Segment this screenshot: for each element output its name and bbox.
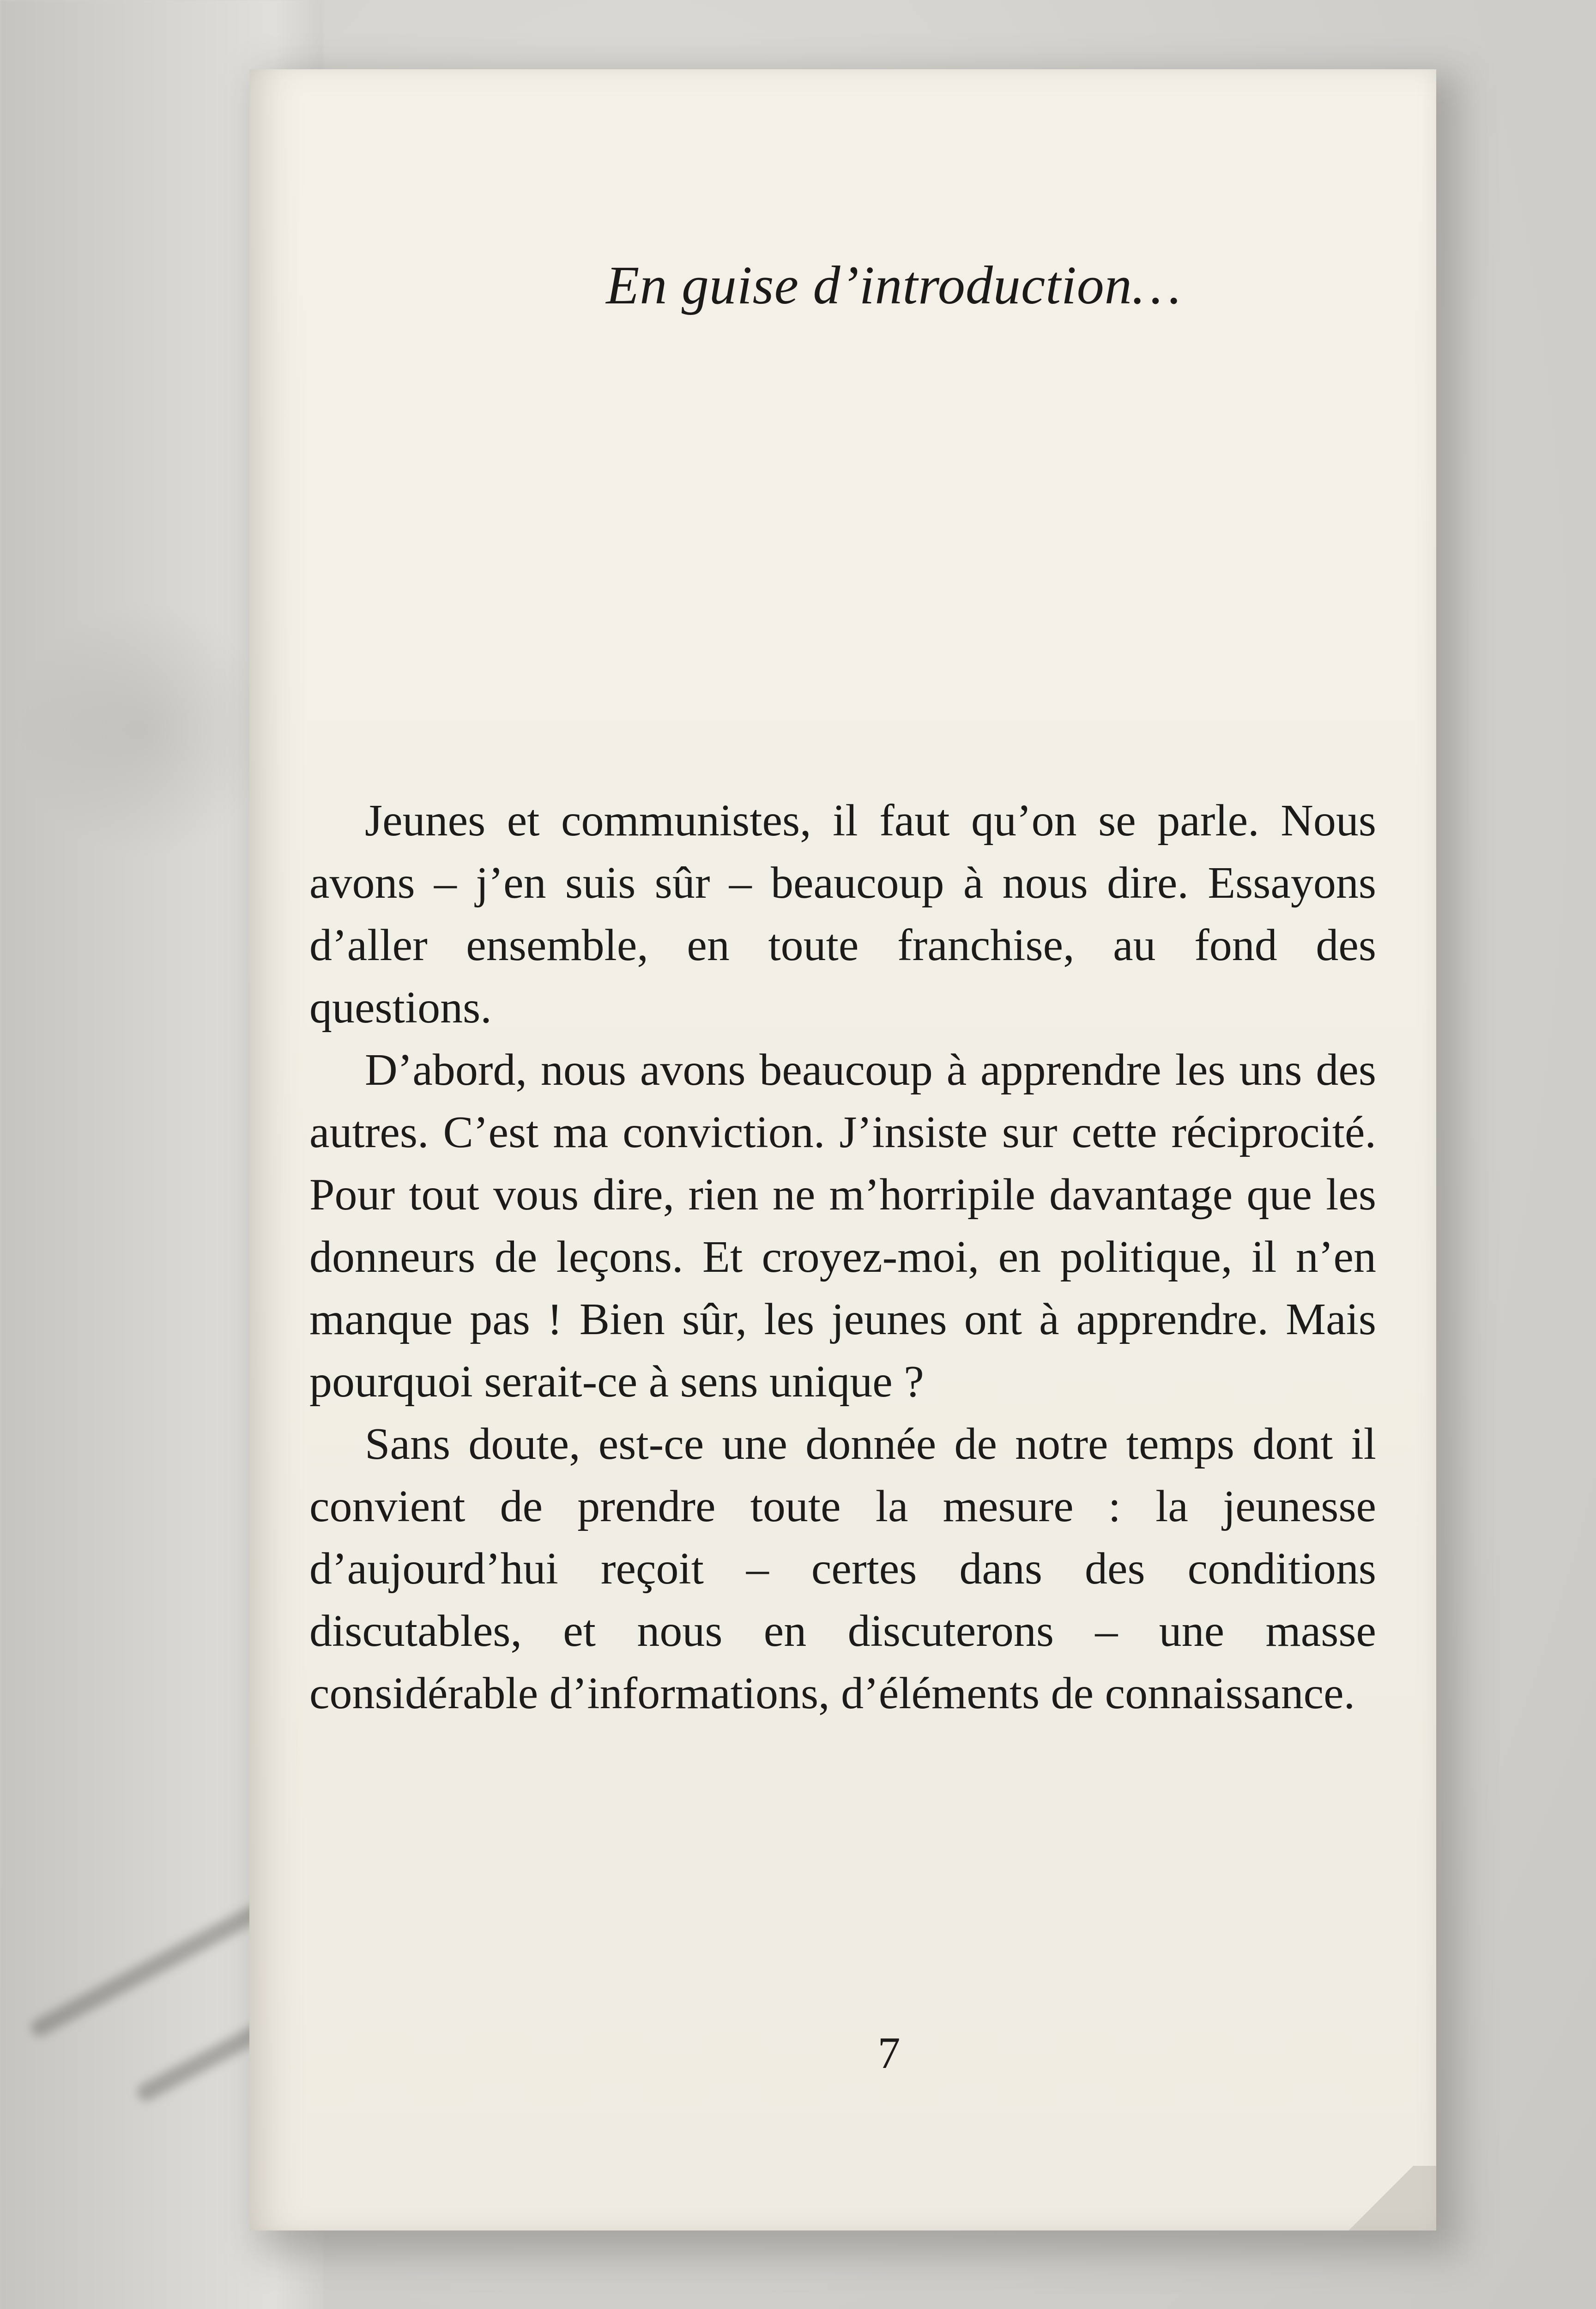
chapter-title: En guise d’introduction… [606,255,1181,315]
body-text [309,790,1376,1725]
book-page [249,69,1436,2230]
paragraph-3: Sans doute, est-ce une donnée de notre temps dont il convient de prendre toute la mesure : la jeunesse d’aujourd’hui reçoit – certes dans des conditions discutables, et nous en discuterons – une masse considérable d’informations, d’éléments de connaissance. [309,1419,1376,1718]
page-content [249,69,1436,2230]
page-number: 7 [877,2028,901,2078]
paragraph-1: Jeunes et communistes, il faut qu’on se parle. Nous avons – j’en suis sûr – beaucoup à nous dire. Essayons d’aller ensemble, en toute franchise, au fond des questions. [309,796,1376,1033]
paragraph-2: D’abord, nous avons beaucoup à apprendre les uns des autres. C’est ma conviction. J’insiste sur cette réciprocité. Pour tout vous dire, rien ne m’horripile davantage que les donneurs de leçons. Et croyez-moi, en politique, il n’en manque pas ! Bien sûr, les jeunes ont à apprendre. Mais pourquoi serait-ce à sens unique ? [309,1045,1376,1407]
page-corner [1325,2166,1436,2230]
blurred-verso-text [28,1902,265,2039]
left-page-shadow [14,600,272,859]
